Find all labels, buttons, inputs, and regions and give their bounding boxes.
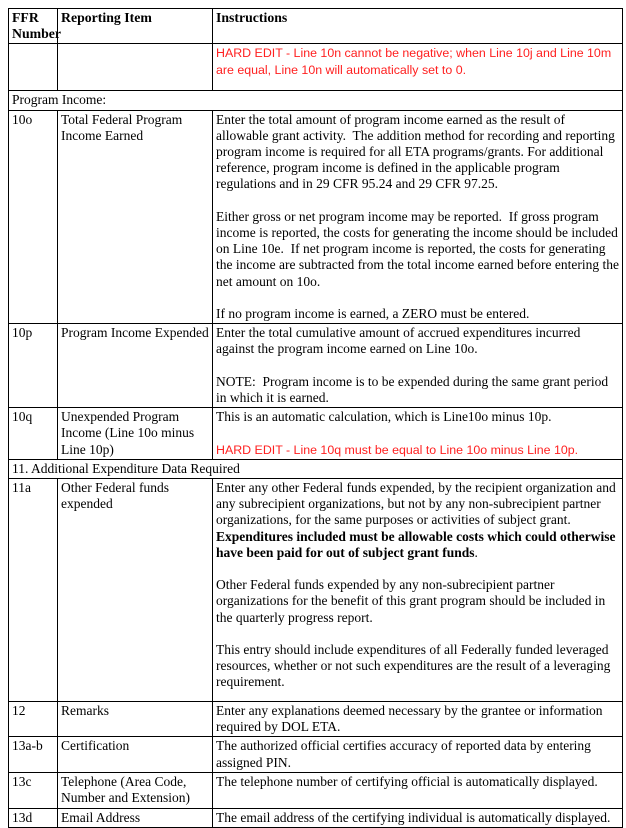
instruction-paragraph — [216, 642, 619, 691]
ffr-instructions-table — [8, 8, 623, 828]
table-row — [9, 702, 623, 737]
text-run: Enter the total amount of program income earned as the result of allowable grant activity. The addition method for recording and reporting program income is required for all ETA programs/grants. For additional reference, program income is defined in the applicable program regulations and in 29 CFR 95.24 and 29 CFR 97.25. — [216, 111, 619, 192]
instruction-paragraph — [216, 45, 619, 77]
instruction-paragraph — [216, 738, 619, 770]
table-header — [9, 9, 623, 44]
instruction-paragraph — [216, 208, 623, 290]
instruction-paragraph — [216, 442, 619, 458]
section-header-label: Program Income: — [9, 91, 623, 110]
instructions-cell — [213, 479, 623, 702]
table-row — [9, 324, 623, 408]
reporting-item-cell: Unexpended Program Income (Line 10o minus Line 10p) — [58, 408, 213, 460]
section-header-row — [9, 91, 623, 110]
instructions-cell — [213, 737, 623, 772]
instructions-cell — [213, 324, 623, 408]
ffr-number-cell: 13c — [9, 772, 58, 808]
header-row — [9, 9, 623, 44]
header-instructions: Instructions — [213, 9, 623, 44]
ffr-number-cell: 10q — [9, 408, 58, 460]
table-row — [9, 408, 623, 460]
text-run: This is an automatic calculation, which is Line10o minus 10p. — [216, 409, 552, 425]
ffr-number-cell: 13d — [9, 808, 58, 827]
instructions-cell — [213, 110, 623, 324]
instruction-paragraph — [216, 810, 619, 826]
text-run: This entry should include expenditures of all Federally funded leveraged resources, whether or not such expenditures are the result of a leveraging requirement. — [216, 642, 614, 690]
ffr-number-cell: 10p — [9, 324, 58, 408]
hard-edit-text: HARD EDIT - Line 10n cannot be negative; when Line 10j and Line 10m are equal, Line 10n will automatically set to 0. — [216, 46, 615, 77]
table-row — [9, 110, 623, 324]
reporting-item-cell: Total Federal Program Income Earned — [58, 110, 213, 324]
instructions-cell — [213, 44, 623, 91]
table-row — [9, 808, 623, 827]
hard-edit-text: HARD EDIT - Line 10q must be equal to Line 10o minus Line 10p. — [216, 442, 579, 457]
section-header-label: 11. Additional Expenditure Data Required — [9, 459, 623, 478]
text-run: Enter the total cumulative amount of accrued expenditures incurred against the program income earned on Line 10o. — [216, 325, 584, 357]
text-run: NOTE: Program income is to be expended during the same grant period in which it is earned. — [216, 373, 612, 406]
instructions-cell — [213, 408, 623, 460]
ffr-number-cell: 12 — [9, 702, 58, 737]
instruction-paragraph — [216, 409, 619, 425]
instruction-paragraph — [216, 577, 619, 626]
text-run: Either gross or net program income may be reported. If gross program income is reported, the costs for generating the income should be included on Line 10e. If net program income is reported, the costs for generating the income are subtracted from the total income earned before entering the net amount on 10o. — [216, 208, 623, 289]
ffr-number-cell — [9, 44, 58, 91]
instruction-paragraph — [216, 480, 619, 561]
ffr-number-cell: 13a-b — [9, 737, 58, 772]
table-row — [9, 772, 623, 808]
reporting-item-cell: Other Federal funds expended — [58, 479, 213, 702]
instruction-paragraph — [216, 112, 619, 193]
ffr-number-cell: 10o — [9, 110, 58, 324]
text-run: Enter any other Federal funds expended, by the recipient organization and any subrecipient organizations, but not by any non-subrecipient partner organizations, for the same purposes or activities of subject grant. — [216, 480, 620, 528]
text-run: . — [474, 544, 478, 560]
text-run: The email address of the certifying individual is automatically displayed. — [216, 809, 611, 825]
instructions-cell — [213, 702, 623, 737]
header-ffr-number: FFR Number — [9, 9, 58, 44]
table-row — [9, 44, 623, 91]
ffr-number-cell: 11a — [9, 479, 58, 702]
table-row — [9, 737, 623, 772]
instructions-cell — [213, 808, 623, 827]
instruction-paragraph — [216, 374, 619, 406]
reporting-item-cell: Certification — [58, 737, 213, 772]
reporting-item-cell: Program Income Expended — [58, 324, 213, 408]
instruction-paragraph — [216, 306, 619, 322]
table-body — [9, 44, 623, 828]
section-header-row — [9, 459, 623, 478]
text-run: Enter any explanations deemed necessary by the grantee or information required by DOL ETA. — [216, 703, 606, 735]
reporting-item-cell: Remarks — [58, 702, 213, 737]
instruction-paragraph — [216, 774, 619, 790]
reporting-item-cell: Telephone (Area Code, Number and Extension) — [58, 772, 213, 808]
text-run: The authorized official certifies accuracy of reported data by entering assigned PIN. — [216, 738, 595, 770]
instruction-paragraph — [216, 325, 619, 357]
table-row — [9, 479, 623, 702]
instructions-cell — [213, 772, 623, 808]
text-run: The telephone number of certifying official is automatically displayed. — [216, 773, 598, 789]
text-run: If no program income is earned, a ZERO must be entered. — [216, 306, 530, 322]
reporting-item-cell — [58, 44, 213, 91]
text-run: Other Federal funds expended by any non-subrecipient partner organizations for the benefit of this grant program should be included in the quarterly progress report. — [216, 577, 609, 625]
text-run: Expenditures included must be allowable costs which could otherwise have been paid for out of subject grant funds — [216, 528, 619, 560]
instruction-paragraph — [216, 703, 619, 735]
reporting-item-cell: Email Address — [58, 808, 213, 827]
header-reporting-item: Reporting Item — [58, 9, 213, 44]
